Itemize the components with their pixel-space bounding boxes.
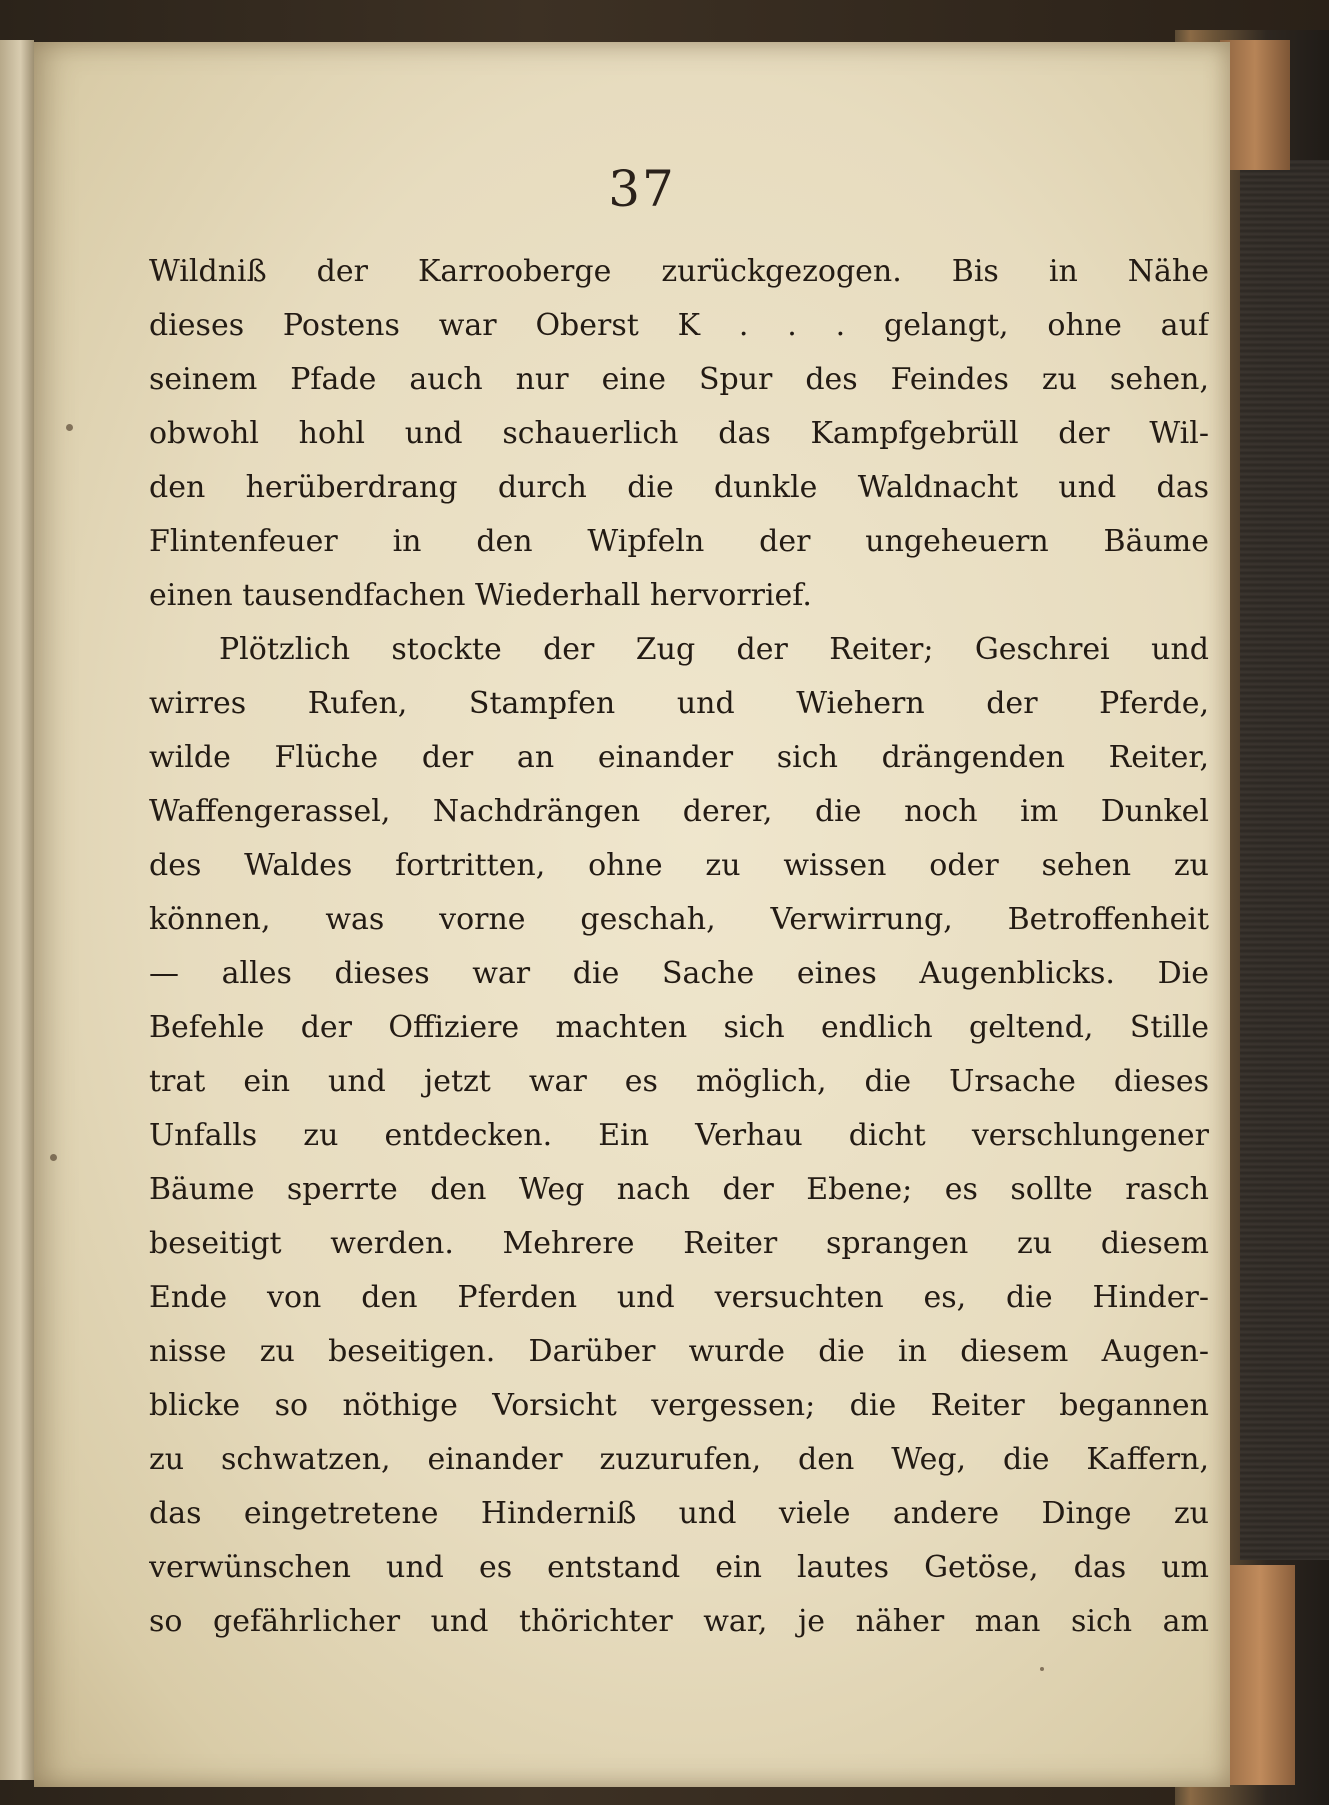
text-line: Wildniß der Karrooberge zurückgezogen. Bis in Nähe: [149, 254, 1209, 289]
paper-speck: [1040, 1667, 1044, 1671]
text-line: — alles dieses war die Sache eines Augenblicks. Die: [149, 956, 1209, 991]
text-line: des Waldes fortritten, ohne zu wissen oder sehen zu: [149, 848, 1209, 883]
text-line: den herüberdrang durch die dunkle Waldnacht und das: [149, 470, 1209, 505]
text-line: zu schwatzen, einander zuzurufen, den Weg, die Kaffern,: [149, 1442, 1209, 1477]
text-line: wirres Rufen, Stampfen und Wiehern der Pferde,: [149, 686, 1209, 721]
text-line: blicke so nöthige Vorsicht vergessen; die Reiter begannen: [149, 1388, 1209, 1423]
text-line: Waffengerassel, Nachdrängen derer, die noch im Dunkel: [149, 794, 1209, 829]
text-line: seinem Pfade auch nur eine Spur des Feindes zu sehen,: [149, 362, 1209, 397]
text-line: dieses Postens war Oberst K . . . gelangt, ohne auf: [149, 308, 1209, 343]
previous-page-edge: [0, 40, 34, 1780]
text-line: Bäume sperrte den Weg nach der Ebene; es sollte rasch: [149, 1172, 1209, 1207]
text-line: so gefährlicher und thörichter war, je näher man sich am: [149, 1604, 1209, 1639]
text-line: Ende von den Pferden und versuchten es, die Hinder-: [149, 1280, 1209, 1315]
cover-corner-top: [1220, 40, 1290, 170]
text-line: einen tausendfachen Wiederhall hervorrief.: [149, 578, 812, 613]
text-line: Flintenfeuer in den Wipfeln der ungeheuern Bäume: [149, 524, 1209, 559]
text-line: können, was vorne geschah, Verwirrung, Betroffenheit: [149, 902, 1209, 937]
text-line: obwohl hohl und schauerlich das Kampfgebrüll der Wil-: [149, 416, 1209, 451]
text-line: Befehle der Offiziere machten sich endlich geltend, Stille: [149, 1010, 1209, 1045]
text-line: trat ein und jetzt war es möglich, die Ursache dieses: [149, 1064, 1209, 1099]
cloth-binding-strip: [1240, 160, 1329, 1560]
paper-speck: [66, 424, 73, 431]
page-number: 37: [608, 160, 676, 218]
paper-speck: [50, 1154, 57, 1161]
body-text: [149, 245, 1209, 1649]
text-line: das eingetretene Hinderniß und viele andere Dinge zu: [149, 1496, 1209, 1531]
text-line: wilde Flüche der an einander sich drängenden Reiter,: [149, 740, 1209, 775]
text-line: Unfalls zu entdecken. Ein Verhau dicht verschlungener: [149, 1118, 1209, 1153]
text-line: verwünschen und es entstand ein lautes Getöse, das um: [149, 1550, 1209, 1585]
text-line: Plötzlich stockte der Zug der Reiter; Geschrei und: [219, 632, 1209, 667]
text-line: nisse zu beseitigen. Darüber wurde die in diesem Augen-: [149, 1334, 1209, 1369]
text-line: beseitigt werden. Mehrere Reiter sprangen zu diesem: [149, 1226, 1209, 1261]
cover-corner-bottom: [1225, 1565, 1295, 1785]
book-page: [34, 42, 1230, 1787]
